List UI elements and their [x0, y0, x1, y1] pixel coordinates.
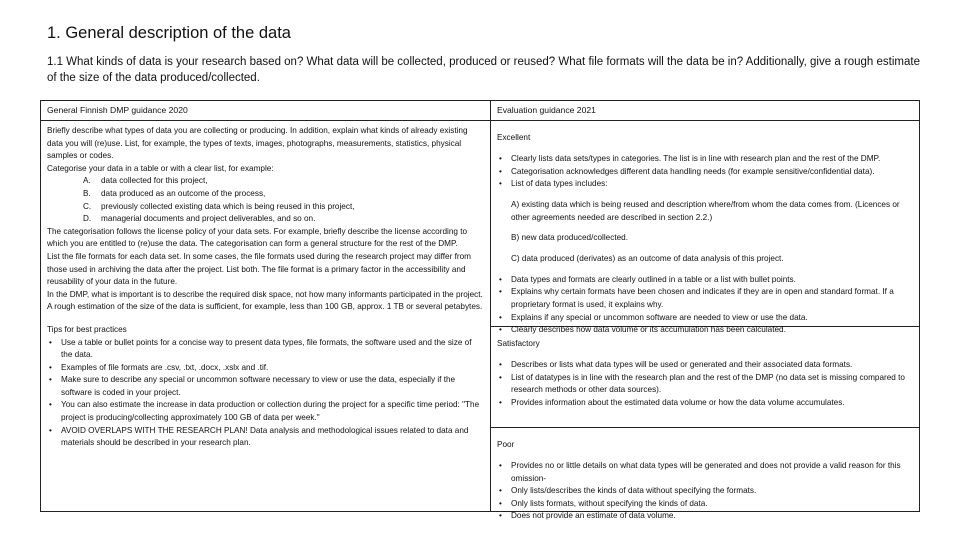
list-item: • Provides no or little details on what data types will be generated and does not provide a valid reason for this omission- — [497, 460, 913, 485]
tips-title: Tips for best practices — [47, 324, 127, 334]
excellent-section — [491, 121, 919, 335]
list-item: D. managerial documents and project deliverables, and so on. — [83, 214, 316, 224]
satisfactory-title: Satisfactory — [497, 339, 540, 349]
dmp-guidance-column — [41, 101, 491, 511]
sub-item: B) new data produced/collected. — [511, 233, 628, 243]
list-item: • Explains why certain formats have been chosen and indicates if they are in open and standard format. If a proprietary format is used, it explains why. — [497, 286, 913, 311]
evaluation-column — [491, 101, 919, 521]
list-item: • Examples of file formats are .csv, .txt, .docx, .xslx and .tif. — [47, 362, 484, 375]
list-item: • Clearly describes how data volume or its accumulation has been calculated. — [497, 324, 913, 337]
list-item: A. data collected for this project, — [83, 176, 208, 186]
list-item: C. previously collected existing data which is being reused in this project, — [83, 201, 355, 211]
poor-section — [491, 428, 919, 523]
list-item: • Categorisation acknowledges different data handling needs (for example sensitive/confidential data). — [497, 166, 913, 179]
section-question: 1.1 What kinds of data is your research based on? What data will be collected, produced or reused? What file formats will the data be in? Additionally, give a rough estimate of the size of the data produced/collected. — [47, 56, 920, 84]
list-item: • List of data types includes: — [497, 178, 913, 191]
disk-space-paragraph: In the DMP, what is important is to describe the required disk space, not how many informants participated in the project. A rough estimation of the size of the data is sufficient, for example, less than 100 GB, approx. 1 TB or several petabytes. — [47, 289, 483, 312]
list-item: • Explains if any special or uncommon software are needed to view or use the data. — [497, 312, 913, 325]
list-item: • List of datatypes is in line with the research plan and the rest of the DMP (no data set is missing compared to research methods or other data sources). — [497, 372, 913, 397]
category-list — [47, 175, 484, 225]
list-item: • Provides information about the estimated data volume or how the data volume accumulates. — [497, 397, 913, 410]
list-item: • Make sure to describe any special or uncommon software necessary to view or use the data, especially if the software is coded in your project. — [47, 374, 484, 399]
dmp-guidance-header: General Finnish DMP guidance 2020 — [41, 101, 490, 121]
list-item: • Only lists formats, without specifying the kinds of data. — [497, 498, 913, 511]
list-item: • Describes or lists what data types will be used or generated and their associated data formats. — [497, 359, 913, 372]
list-item: • Only lists/describes the kinds of data without specifying the formats. — [497, 485, 913, 498]
evaluation-header: Evaluation guidance 2021 — [491, 101, 919, 121]
tips-list — [47, 337, 484, 450]
list-item: B. data produced as an outcome of the process, — [83, 188, 266, 198]
satisfactory-section — [491, 327, 919, 428]
list-item: • Clearly lists data sets/types in categories. The list is in line with research plan and the rest of the DMP. — [497, 153, 913, 166]
list-item: • Does not provide an estimate of data volume. — [497, 510, 913, 523]
list-item: • Use a table or bullet points for a concise way to present data types, file formats, the software used and the size of the data. — [47, 337, 484, 362]
page-title: 1. General description of the data — [47, 24, 291, 42]
list-item: • Data types and formats are clearly outlined in a table or a list with bullet points. — [497, 274, 913, 287]
excellent-title: Excellent — [497, 133, 531, 143]
dmp-guidance-body — [41, 121, 490, 450]
poor-title: Poor — [497, 440, 515, 450]
sub-item: C) data produced (derivates) as an outcome of data analysis of this project. — [511, 254, 784, 264]
list-item: • AVOID OVERLAPS WITH THE RESEARCH PLAN! Data analysis and methodological issues related to data and materials should be described in your research plan. — [47, 425, 484, 450]
sub-item: A) existing data which is being reused and description where/from whom the data comes from. (Licences or other agreements needed are described in section 2.2.) — [511, 199, 900, 222]
license-paragraph: The categorisation follows the license policy of your data sets. For example, briefly describe the license according to which you are entitled to (re)use the data. The categorisation can form a general structure for the rest of the DMP. — [47, 226, 468, 249]
intro-text: Briefly describe what types of data you are collecting or producing. In addition, explain what kinds of already existing data you will (re)use. List, for example, the types of texts, images, photographs, measurements, statistics, physical samples or codes. — [47, 126, 468, 161]
guidance-table — [40, 100, 920, 521]
intro-text-2: Categorise your data in a table or with a clear list, for example: — [47, 163, 274, 173]
list-item: • You can also estimate the increase in data production or collection during the project for a specific time period: "The project is producing/collecting approximately 100 GB of data per week." — [47, 399, 484, 424]
file-format-paragraph: List the file formats for each data set. In some cases, the file formats used during the research project may differ from those used in archiving the data after the project. List both. The file format is a primary factor in the accessibility and reusability of your data in the future. — [47, 251, 471, 287]
